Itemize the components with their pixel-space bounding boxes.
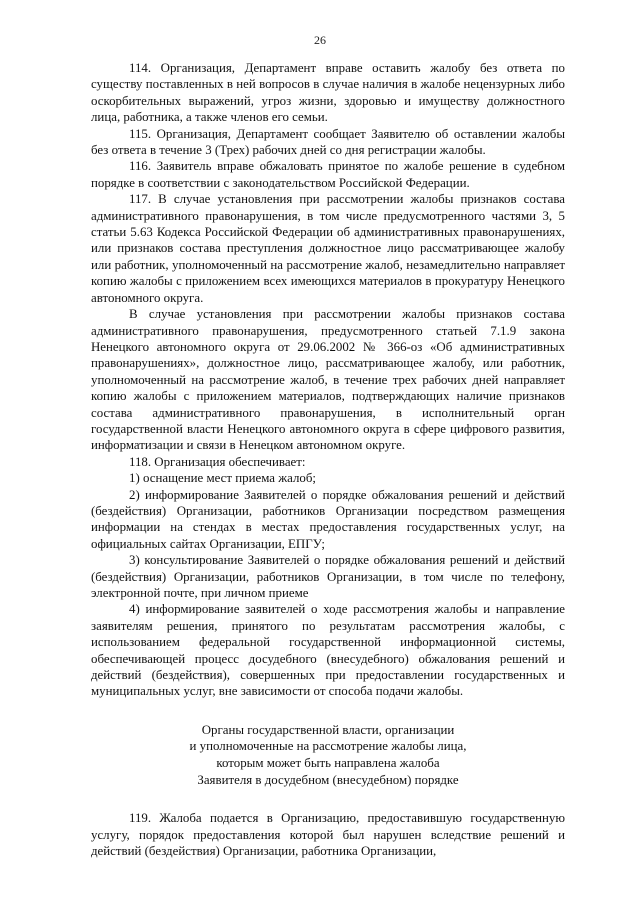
paragraph-118: 118. Организация обеспечивает:: [129, 454, 306, 469]
section-heading: [91, 722, 565, 788]
paragraph-117: 117. В случае установления при рассмотрении жалобы признаков состава административного правонарушения, в том числе предусмотренного частями 3, 5 статьи 5.63 Кодекса Российской Федерации об административных правонарушениях, или признаков состава преступления должностное лицо рассматривающее жалобу или работник, уполномоченный на рассмотрение жалоб, незамедлительно направляет копию жалобы с приложением всех имеющихся материалов в прокуратуру Ненецкого автономного округа.: [91, 192, 565, 305]
paragraph-116: 116. Заявитель вправе обжаловать принятое по жалобе решение в судебном порядке в соответствии с законодательством Российской Федерации.: [91, 159, 565, 190]
section-heading-line: Заявителя в досудебном (внесудебном) порядке: [197, 772, 459, 787]
paragraph-114: 114. Организация, Департамент вправе оставить жалобу без ответа по существу поставленных в ней вопросов в случае наличия в жалобе нецензурных либо оскорбительных выражений, угроз жизни, здоровью и имуществу должностного лица, работника, а также членов его семьи.: [91, 61, 565, 125]
paragraph-119: 119. Жалоба подается в Организацию, предоставившую государственную услугу, порядок предоставления которой был нарушен вследствие решений и действий (бездействия) Организации, работника Организации,: [91, 811, 565, 859]
section-heading-line: Органы государственной власти, организации: [201, 722, 455, 737]
section-heading-line: которым может быть направлена жалоба: [216, 756, 440, 771]
paragraph-117-continued: В случае установления при рассмотрении жалобы признаков состава административного правонарушения, предусмотренного статьей 7.1.9 закона Ненецкого автономного округа от 29.06.2002 № 366-оз «Об административных правонарушениях», должностное лицо, рассматривающее жалобу, или работник, уполномоченный на рассмотрение жалоб, в течение трех рабочих дней направляет копию жалобы с приложением материалов, подтверждающих наличие признаков состава административного правонарушения, в исполнительный орган государственной власти Ненецкого автономного округа в сфере цифрового развития, информатизации и связи в Ненецком автономном округе.: [91, 307, 565, 453]
list-item-3: 3) консультирование Заявителей о порядке обжалования решений и действий (бездействия) Организации, работников Организации, в том числе по телефону, электронной почте, при личном приеме: [91, 553, 565, 600]
list-item-1: 1) оснащение мест приема жалоб;: [129, 471, 316, 486]
list-item-2: 2) информирование Заявителей о порядке обжалования решений и действий (бездействия) Организации, работников Организации посредством размещения информации на стендах в местах предоставления государственных услуг, на официальных сайтах Организации, ЕПГУ;: [91, 487, 565, 551]
section-heading-line: и уполномоченные на рассмотрение жалобы лица,: [189, 739, 467, 754]
page-number: 26: [314, 33, 326, 47]
list-item-4: 4) информирование заявителей о ходе рассмотрения жалобы и направление заявителям решения, принятого по результатам рассмотрения жалобы, с использованием федеральной государственной информационной системы, обеспечивающей процесс досудебного (внесудебного) обжалования решений и действий (бездействия), совершенных при предоставлении государственных и муниципальных услуг, вне зависимости от способа подачи жалобы.: [91, 602, 565, 699]
paragraph-115: 115. Организация, Департамент сообщает Заявителю об оставлении жалобы без ответа в течение 3 (Трех) рабочих дней со дня регистрации жалобы.: [91, 126, 565, 158]
document-body: [91, 60, 565, 859]
